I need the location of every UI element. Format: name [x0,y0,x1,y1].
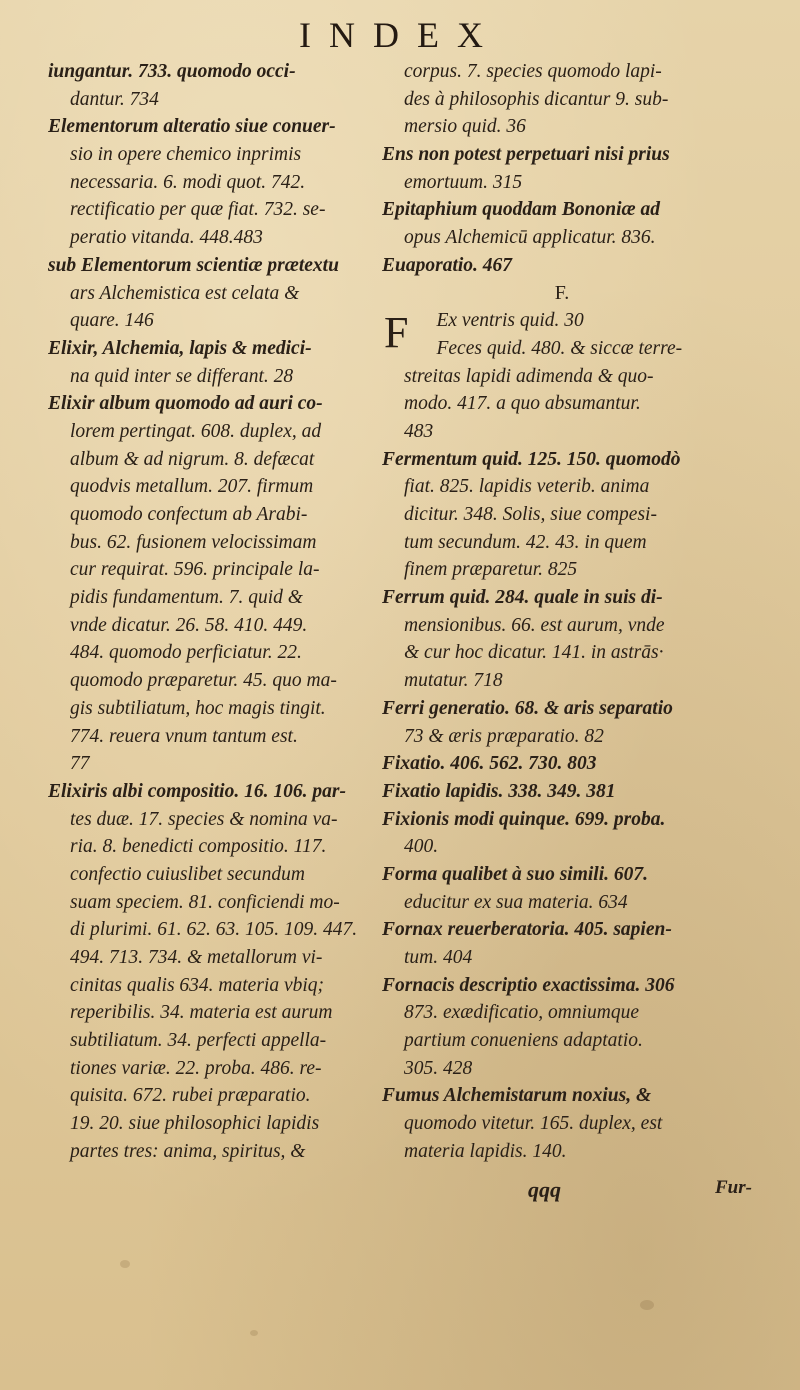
index-entry-line: tum secundum. 42. 43. in quem [404,531,647,553]
index-entry-line: na quid inter se differant. 28 [70,365,294,387]
signature-mark: qqq [528,1177,561,1202]
index-entry-line: corpus. 7. species quomodo lapi- [404,61,662,82]
index-entry-line: Ex ventris quid. 30 [436,310,584,332]
index-entry-line: quomodo præparetur. 45. quo ma- [70,670,337,692]
index-entry-line: Fornacis descriptio exactissima. 306 [382,974,675,996]
index-entry-line: album & ad nigrum. 8. defæcat [70,448,315,470]
index-entry-line: quare. 146 [70,310,154,332]
index-entry-line: cur requirat. 596. principale la- [70,559,320,581]
index-entry-line: subtiliatum. 34. perfecti appella- [70,1030,327,1052]
index-entry-line: Fixatio. 406. 562. 730. 803 [382,753,597,775]
index-entry-line: confectio cuiuslibet secundum [70,863,306,885]
index-entry-line: 494. 713. 734. & metallorum vi- [70,947,323,968]
index-entry-line: Epitaphium quoddam Bononiæ ad [382,199,660,221]
index-entry-line: Fermentum quid. 125. 150. quomodò [382,448,681,470]
index-entry-line: & cur hoc dicatur. 141. in astrās· [404,642,664,664]
page-title: INDEX [299,15,501,55]
index-entry-line: educitur ex sua materia. 634 [404,891,628,913]
index-entry-line: tiones variæ. 22. proba. 486. re- [70,1057,322,1079]
index-entry-line: mutatur. 718 [404,670,503,692]
index-entry-line: Ferri generatio. 68. & aris separatio [382,697,673,719]
index-entry-line: partium conueniens adaptatio. [404,1030,643,1052]
index-entry-line: suam speciem. 81. conficiendi mo- [70,891,340,913]
index-column-left [48,58,378,1166]
index-entry-line: Elixiris albi compositio. 16. 106. par- [48,780,346,802]
entries-f-section [382,307,742,1165]
index-entry-line: materia lapidis. 140. [404,1140,567,1162]
index-entry-line: Ens non potest perpetuari nisi prius [382,144,670,166]
index-entry-line: partes tres: anima, spiritus, & [70,1140,306,1162]
index-entry-line: 77 [70,753,90,775]
index-entry-line: 483 [404,420,434,442]
index-entry-line: quodvis metallum. 207. firmum [70,476,314,498]
index-entry-line: 400. [404,836,439,858]
index-entry-line: quomodo confectum ab Arabi- [70,504,308,525]
index-entry-line: di plurimi. 61. 62. 63. 105. 109. 447. [70,919,358,941]
index-entry-line: mensionibus. 66. est aurum, vnde [404,614,665,636]
paper-stain [120,1260,130,1268]
index-entry-line: Elementorum alteratio siue conuer- [48,116,336,138]
index-entry-line: des à philosophis dicantur 9. sub- [404,88,669,110]
index-entry-line: tes duæ. 17. species & nomina va- [70,808,338,830]
index-entry-line: Fixionis modi quinque. 699. proba. [382,808,666,830]
index-entry-line: 19. 20. siue philosophici lapidis [70,1113,320,1135]
index-entry-line: quomodo vitetur. 165. duplex, est [404,1113,663,1135]
index-entry-line: modo. 417. a quo absumantur. [404,393,641,415]
section-letter: F. [554,281,570,304]
index-entry-line: streitas lapidi adimenda & quo- [404,365,654,387]
index-entry-line: finem præparetur. 825 [404,559,578,581]
index-entry-line: 774. reuera vnum tantum est. [70,725,298,747]
index-entry-line: reperibilis. 34. materia est aurum [70,1002,333,1024]
index-entry-line: 873. exædificatio, omniumque [404,1002,640,1024]
index-entry-line: Fixatio lapidis. 338. 349. 381 [382,780,616,802]
index-entry-line: emortuum. 315 [404,171,523,193]
index-entry-line: Elixir album quomodo ad auri co- [48,393,323,415]
index-entry-line: Euaporatio. 467 [382,254,513,276]
catchword: Fur- [715,1177,752,1198]
index-entry-line: bus. 62. fusionem velocissimam [70,531,317,553]
index-entry-line: gis subtiliatum, hoc magis tingit. [70,697,326,719]
index-entry-line: ria. 8. benedicti compositio. 117. [70,836,327,858]
index-entry-line: Ferrum quid. 284. quale in suis di- [382,587,663,609]
index-entry-line: 484. quomodo perficiatur. 22. [70,642,302,664]
index-entry-line: opus Alchemicū applicatur. 836. [404,227,656,249]
index-entry-line: cinitas qualis 634. materia vbiq; [70,974,325,996]
index-entry-line: mersio quid. 36 [404,116,526,138]
index-entry-line: dicitur. 348. Solis, siue compesi- [404,504,657,525]
entries-e-section [382,58,742,280]
index-entry-line: peratio vitanda. 448.483 [70,227,263,249]
index-entry-line: fiat. 825. lapidis veterib. anima [404,476,650,498]
index-entry-line: 73 & æris præparatio. 82 [404,725,604,747]
index-entry-line: iungantur. 733. quomodo occi- [48,61,296,82]
index-entry-line: quisita. 672. rubei præparatio. [70,1085,311,1107]
index-column-right [382,58,742,1166]
index-entry-line: rectificatio per quæ fiat. 732. se- [70,199,326,221]
index-entry-line: vnde dicatur. 26. 58. 410. 449. [70,614,308,636]
index-entry-line: sub Elementorum scientiæ prætextu [48,254,339,276]
index-entry-line: dantur. 734 [70,88,159,110]
index-entry-line: Elixir, Alchemia, lapis & medici- [48,337,312,359]
paper-stain [250,1330,258,1336]
index-entry-line: tum. 404 [404,947,473,968]
index-entry-line: Fumus Alchemistarum noxius, & [382,1085,652,1107]
drop-cap: F [384,308,409,358]
index-entry-line: Forma qualibet à suo simili. 607. [382,863,649,885]
index-entry-line: Feces quid. 480. & siccæ terre- [436,337,683,359]
index-entry-line: ars Alchemistica est celata & [70,282,300,304]
index-entry-line: necessaria. 6. modi quot. 742. [70,171,306,193]
index-entry-line: pidis fundamentum. 7. quid & [70,587,303,609]
paper-stain [640,1300,654,1310]
index-entry-line: lorem pertingat. 608. duplex, ad [70,420,322,442]
index-entry-line: 305. 428 [404,1057,473,1079]
index-entry-line: Fornax reuerberatoria. 405. sapien- [382,919,672,941]
index-entry-line: sio in opere chemico inprimis [70,144,302,166]
